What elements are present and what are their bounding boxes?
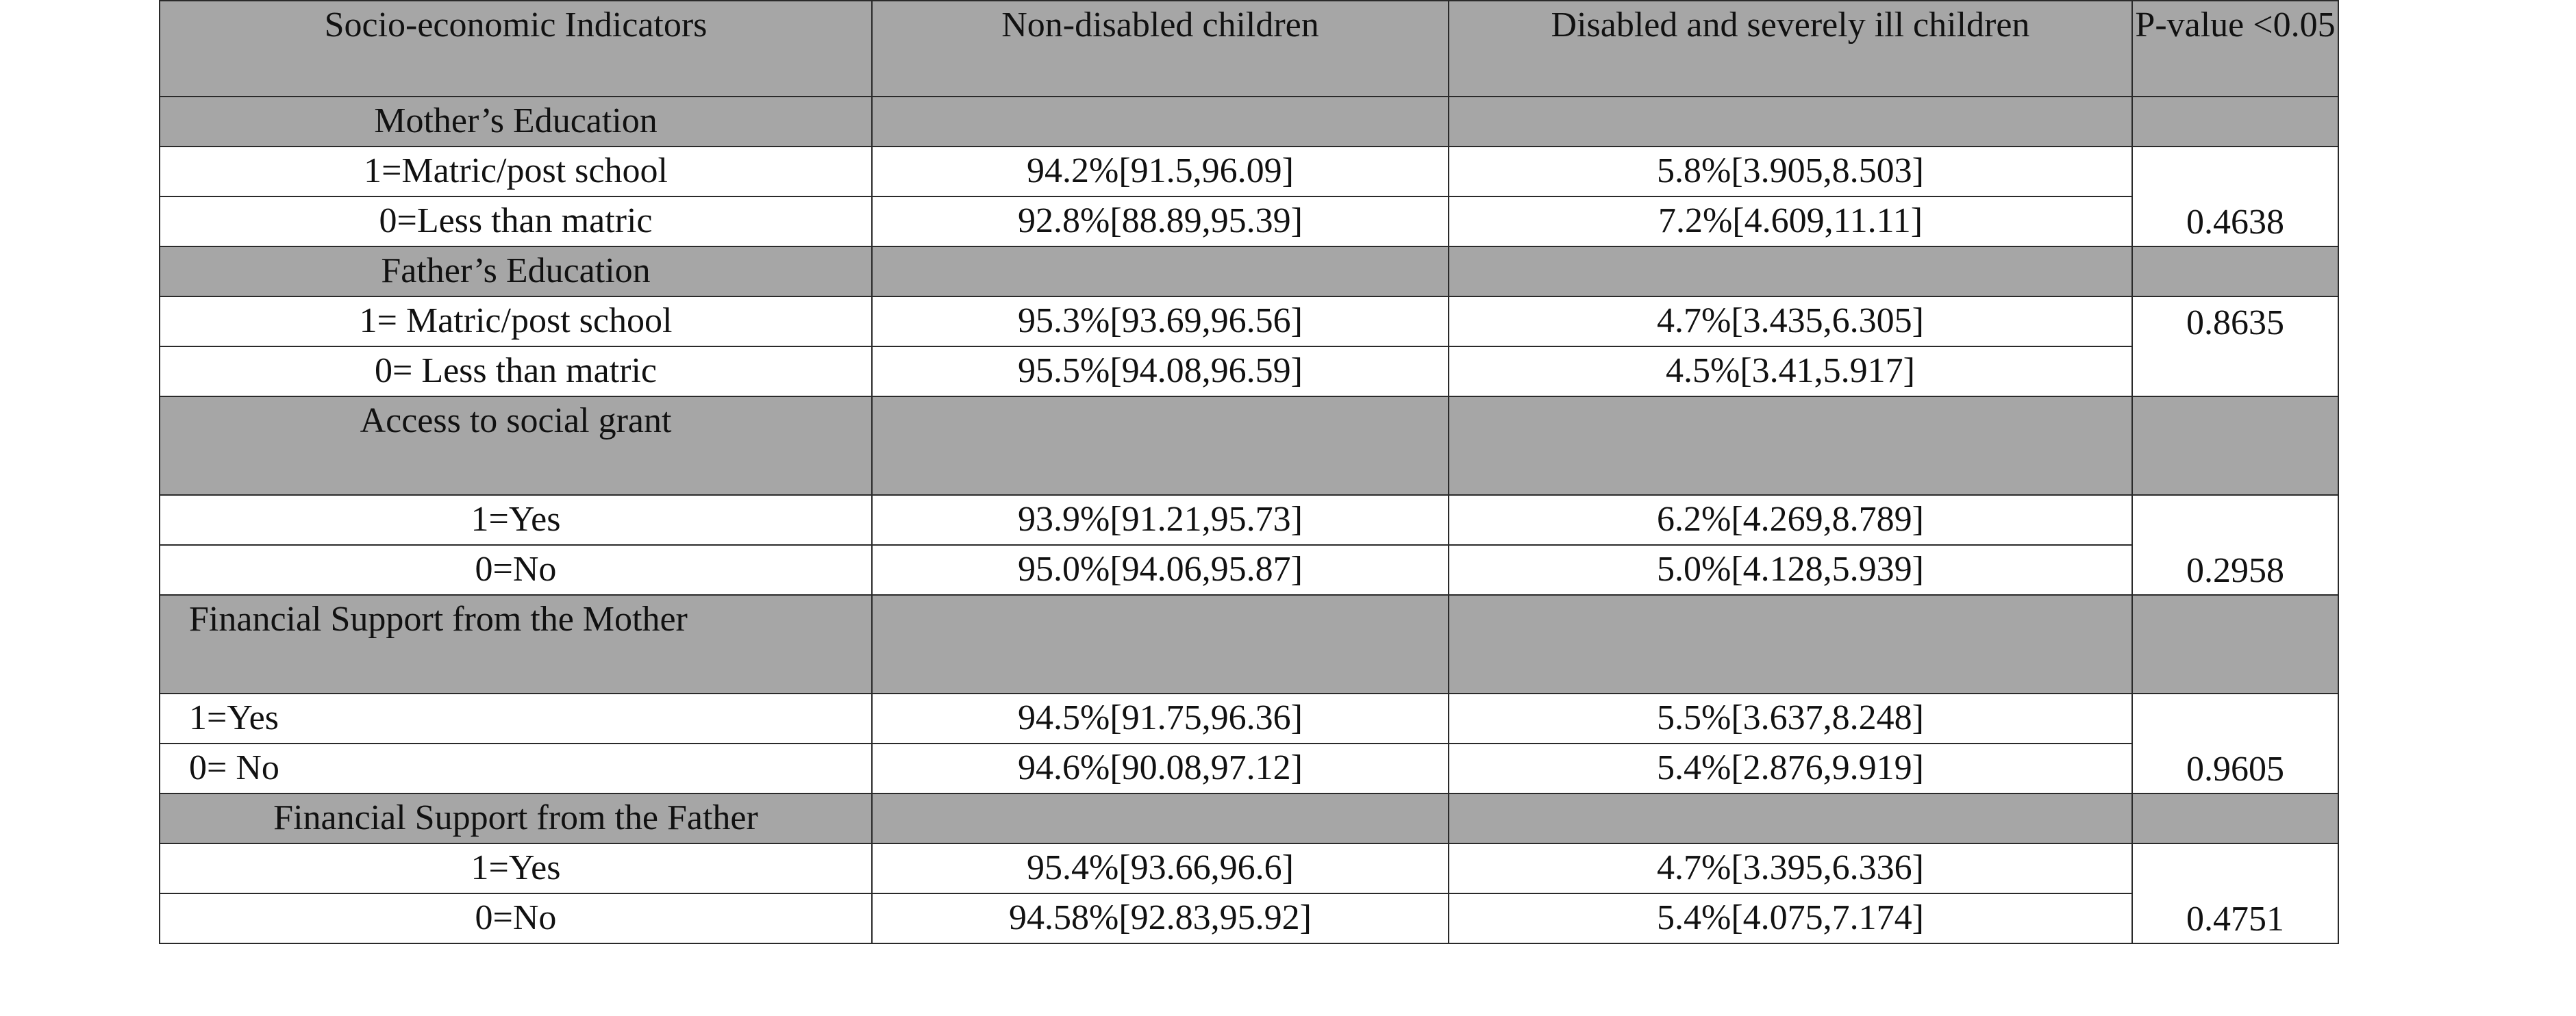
section-empty-cell bbox=[1449, 793, 2132, 843]
section-empty-cell bbox=[872, 97, 1449, 147]
table-container bbox=[159, 0, 2339, 944]
section-empty-cell bbox=[2132, 396, 2338, 495]
section-empty-cell bbox=[2132, 793, 2338, 843]
table-row bbox=[160, 843, 2338, 893]
disabled-value: 5.5%[3.637,8.248] bbox=[1449, 694, 2132, 744]
column-header-p-value: P-value <0.05 bbox=[2132, 1, 2338, 97]
section-empty-cell bbox=[2132, 246, 2338, 296]
disabled-value: 4.7%[3.395,6.336] bbox=[1449, 843, 2132, 893]
table-row bbox=[160, 296, 2338, 346]
section-empty-cell bbox=[872, 595, 1449, 694]
section-empty-cell bbox=[872, 396, 1449, 495]
disabled-value: 7.2%[4.609,11.11] bbox=[1449, 196, 2132, 246]
table-row bbox=[160, 893, 2338, 943]
section-header-row bbox=[160, 793, 2338, 843]
row-label: 0=Less than matric bbox=[160, 196, 872, 246]
p-value-cell: 0.2958 bbox=[2132, 495, 2338, 595]
p-value-text: 0.8635 bbox=[2186, 303, 2284, 342]
row-label: 0= No bbox=[160, 744, 872, 793]
disabled-value: 4.5%[3.41,5.917] bbox=[1449, 346, 2132, 396]
row-label: 1=Yes bbox=[160, 495, 872, 545]
disabled-value: 5.8%[3.905,8.503] bbox=[1449, 147, 2132, 196]
table-row bbox=[160, 495, 2338, 545]
non-disabled-value: 95.3%[93.69,96.56] bbox=[872, 296, 1449, 346]
disabled-value: 6.2%[4.269,8.789] bbox=[1449, 495, 2132, 545]
non-disabled-value: 94.2%[91.5,96.09] bbox=[872, 147, 1449, 196]
table-row bbox=[160, 147, 2338, 196]
row-label: 1=Yes bbox=[160, 843, 872, 893]
section-empty-cell bbox=[1449, 246, 2132, 296]
row-label: 0=No bbox=[160, 545, 872, 595]
row-label: 0=No bbox=[160, 893, 872, 943]
table-row bbox=[160, 744, 2338, 793]
non-disabled-value: 94.6%[90.08,97.12] bbox=[872, 744, 1449, 793]
section-title: Access to social grant bbox=[160, 396, 872, 495]
p-value-cell: 0.4751 bbox=[2132, 843, 2338, 943]
table-header-row bbox=[160, 1, 2338, 97]
section-empty-cell bbox=[2132, 97, 2338, 147]
section-empty-cell bbox=[1449, 595, 2132, 694]
row-label: 1= Matric/post school bbox=[160, 296, 872, 346]
non-disabled-value: 94.58%[92.83,95.92] bbox=[872, 893, 1449, 943]
disabled-value: 5.4%[2.876,9.919] bbox=[1449, 744, 2132, 793]
section-title: Financial Support from the Father bbox=[160, 793, 872, 843]
section-empty-cell bbox=[1449, 97, 2132, 147]
section-empty-cell bbox=[2132, 595, 2338, 694]
section-header-row bbox=[160, 595, 2338, 694]
p-value-cell: 0.9605 bbox=[2132, 694, 2338, 793]
p-value-cell: 0.4638 bbox=[2132, 147, 2338, 246]
section-header-row bbox=[160, 396, 2338, 495]
section-header-row bbox=[160, 246, 2338, 296]
table-row bbox=[160, 346, 2338, 396]
non-disabled-value: 95.0%[94.06,95.87] bbox=[872, 545, 1449, 595]
section-empty-cell bbox=[1449, 396, 2132, 495]
disabled-value: 5.0%[4.128,5.939] bbox=[1449, 545, 2132, 595]
table-row bbox=[160, 694, 2338, 744]
column-header-disabled: Disabled and severely ill children bbox=[1449, 1, 2132, 97]
row-label: 1=Matric/post school bbox=[160, 147, 872, 196]
disabled-value: 5.4%[4.075,7.174] bbox=[1449, 893, 2132, 943]
non-disabled-value: 95.5%[94.08,96.59] bbox=[872, 346, 1449, 396]
section-title: Mother’s Education bbox=[160, 97, 872, 147]
non-disabled-value: 94.5%[91.75,96.36] bbox=[872, 694, 1449, 744]
table-row bbox=[160, 196, 2338, 246]
non-disabled-value: 92.8%[88.89,95.39] bbox=[872, 196, 1449, 246]
disabled-value: 4.7%[3.435,6.305] bbox=[1449, 296, 2132, 346]
non-disabled-value: 95.4%[93.66,96.6] bbox=[872, 843, 1449, 893]
non-disabled-value: 93.9%[91.21,95.73] bbox=[872, 495, 1449, 545]
table-row bbox=[160, 545, 2338, 595]
p-value-cell bbox=[2132, 296, 2338, 396]
section-title: Financial Support from the Mother bbox=[160, 595, 872, 694]
row-label: 0= Less than matric bbox=[160, 346, 872, 396]
socio-economic-indicators-table bbox=[159, 0, 2339, 944]
column-header-indicators: Socio-economic Indicators bbox=[160, 1, 872, 97]
column-header-non-disabled: Non-disabled children bbox=[872, 1, 1449, 97]
section-empty-cell bbox=[872, 793, 1449, 843]
section-title: Father’s Education bbox=[160, 246, 872, 296]
row-label: 1=Yes bbox=[160, 694, 872, 744]
section-empty-cell bbox=[872, 246, 1449, 296]
section-header-row bbox=[160, 97, 2338, 147]
